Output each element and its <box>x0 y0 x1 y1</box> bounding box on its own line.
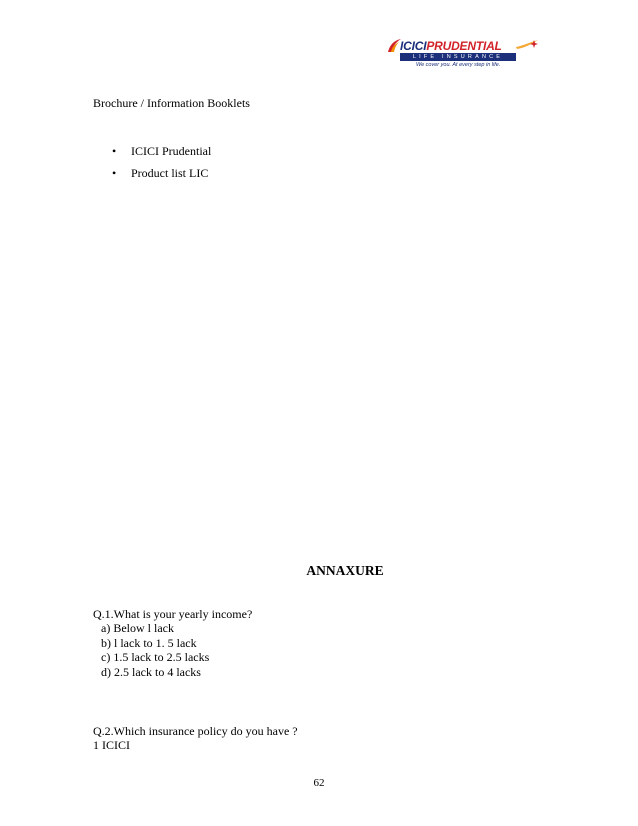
question-1-option-a: a) Below l lack <box>101 621 174 635</box>
list-item: • ICICI Prudential <box>112 144 212 158</box>
sparkle-icon <box>514 38 540 56</box>
booklet-list <box>112 144 212 188</box>
bullet-icon: • <box>112 144 117 158</box>
logo-band: LIFE INSURANCE <box>400 53 516 61</box>
question-2-option-1: 1 ICICI <box>93 738 130 752</box>
section-title: Brochure / Information Booklets <box>93 96 250 110</box>
list-item: • Product list LIC <box>112 166 209 180</box>
icici-prudential-logo <box>386 38 542 72</box>
logo-brand-text: ICICIPRUDENTIAL <box>400 39 502 53</box>
annexure-heading: ANNAXURE <box>306 563 384 578</box>
question-1-option-d: d) 2.5 lack to 4 lacks <box>101 665 201 679</box>
bullet-icon: • <box>112 166 117 180</box>
logo-tagline: We cover you. At every step in life. <box>416 62 501 68</box>
question-1-option-c: c) 1.5 lack to 2.5 lacks <box>101 650 210 664</box>
question-2-text: Q.2.Which insurance policy do you have ? <box>93 724 298 738</box>
question-1-option-b: b) l lack to 1. 5 lack <box>101 636 197 650</box>
question-1-text: Q.1.What is your yearly income? <box>93 607 253 621</box>
page-number: 62 <box>313 777 325 789</box>
